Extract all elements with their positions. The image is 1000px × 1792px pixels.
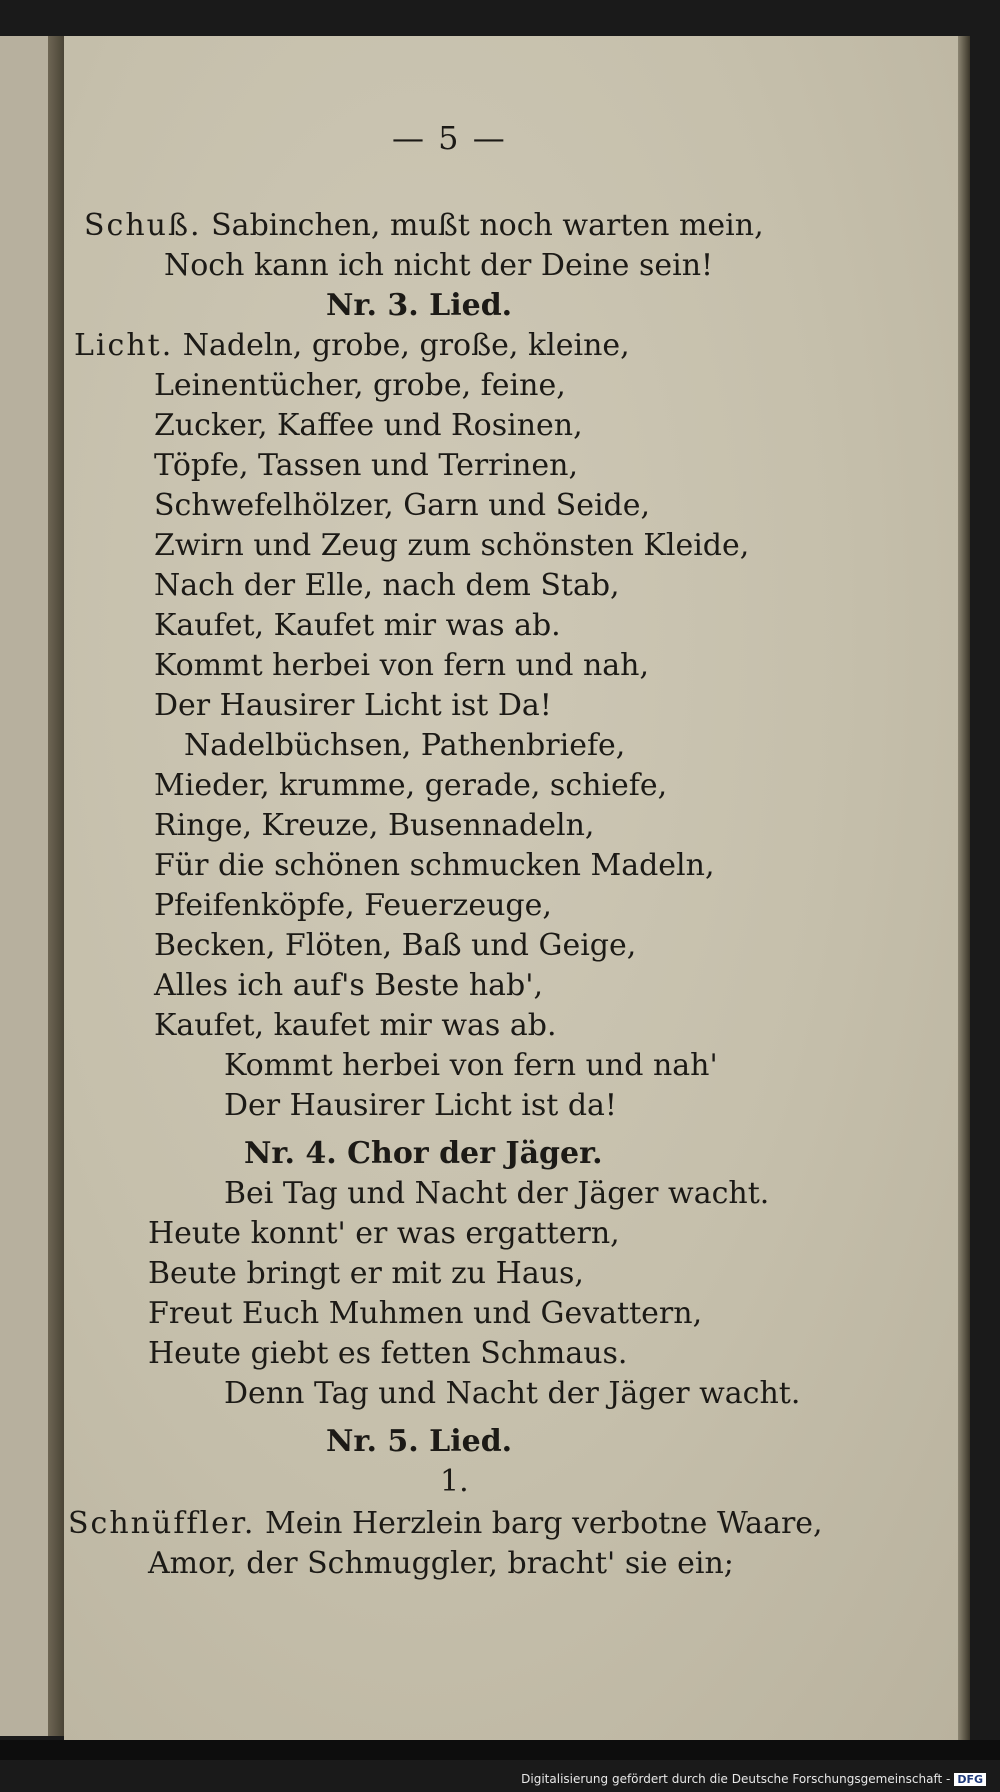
text-line: Noch kann ich nicht der Deine sein! bbox=[164, 248, 714, 283]
text-line: Der Hausirer Licht ist Da! bbox=[154, 688, 552, 723]
page-number: — 5 — bbox=[392, 119, 507, 157]
speaker-name: Schuß. bbox=[84, 208, 202, 243]
dfg-logo: DFG bbox=[954, 1773, 986, 1786]
scan-border bbox=[0, 1740, 1000, 1760]
text-line: Pfeifenköpfe, Feuerzeuge, bbox=[154, 888, 552, 923]
verse-text: Sabinchen, mußt noch warten mein, bbox=[211, 208, 764, 243]
text-line: Kaufet, kaufet mir was ab. bbox=[154, 1008, 557, 1043]
credit-text: Digitalisierung gefördert durch die Deutsche Forschungsgemeinschaft - bbox=[521, 1772, 951, 1786]
text-line: Der Hausirer Licht ist da! bbox=[224, 1088, 617, 1123]
text-line bbox=[84, 208, 764, 244]
text-line: Alles ich auf's Beste hab', bbox=[154, 968, 544, 1003]
text-line: Schwefelhölzer, Garn und Seide, bbox=[154, 488, 651, 523]
verse-text: Mein Herzlein barg verbotne Waare, bbox=[265, 1506, 823, 1541]
text-line: Denn Tag und Nacht der Jäger wacht. bbox=[224, 1376, 801, 1411]
text-line: Amor, der Schmuggler, bracht' sie ein; bbox=[148, 1546, 734, 1581]
book-page bbox=[64, 36, 964, 1740]
stanza-number: 1. bbox=[440, 1464, 469, 1499]
speaker-name: Licht. bbox=[74, 328, 174, 363]
verse-text: Nadeln, grobe, große, kleine, bbox=[182, 328, 630, 363]
text-line: Kommt herbei von fern und nah, bbox=[154, 648, 650, 683]
text-line: Leinentücher, grobe, feine, bbox=[154, 368, 566, 403]
section-heading: Nr. 4. Chor der Jäger. bbox=[244, 1136, 603, 1171]
text-line bbox=[68, 1506, 823, 1542]
text-line: Für die schönen schmucken Madeln, bbox=[154, 848, 715, 883]
text-line: Heute giebt es fetten Schmaus. bbox=[148, 1336, 628, 1371]
speaker-name: Schnüffler. bbox=[68, 1506, 256, 1541]
text-line: Kommt herbei von fern und nah' bbox=[224, 1048, 718, 1083]
text-line: Zucker, Kaffee und Rosinen, bbox=[154, 408, 583, 443]
page-edge-shadow bbox=[958, 36, 970, 1740]
text-line: Becken, Flöten, Baß und Geige, bbox=[154, 928, 637, 963]
text-line: Ringe, Kreuze, Busennadeln, bbox=[154, 808, 595, 843]
text-line: Bei Tag und Nacht der Jäger wacht. bbox=[224, 1176, 770, 1211]
page-text bbox=[64, 36, 964, 1740]
text-line bbox=[74, 328, 630, 364]
text-line: Heute konnt' er was ergattern, bbox=[148, 1216, 620, 1251]
text-line: Kaufet, Kaufet mir was ab. bbox=[154, 608, 561, 643]
text-line: Freut Euch Muhmen und Gevattern, bbox=[148, 1296, 703, 1331]
digitization-credit bbox=[521, 1772, 986, 1786]
text-line: Beute bringt er mit zu Haus, bbox=[148, 1256, 584, 1291]
text-line: Mieder, krumme, gerade, schiefe, bbox=[154, 768, 668, 803]
section-heading: Nr. 3. Lied. bbox=[326, 288, 513, 323]
text-line: Nach der Elle, nach dem Stab, bbox=[154, 568, 620, 603]
text-line: Nadelbüchsen, Pathenbriefe, bbox=[184, 728, 626, 763]
section-heading: Nr. 5. Lied. bbox=[326, 1424, 513, 1459]
text-line: Töpfe, Tassen und Terrinen, bbox=[154, 448, 579, 483]
text-line: Zwirn und Zeug zum schönsten Kleide, bbox=[154, 528, 750, 563]
book-gutter bbox=[48, 36, 64, 1736]
